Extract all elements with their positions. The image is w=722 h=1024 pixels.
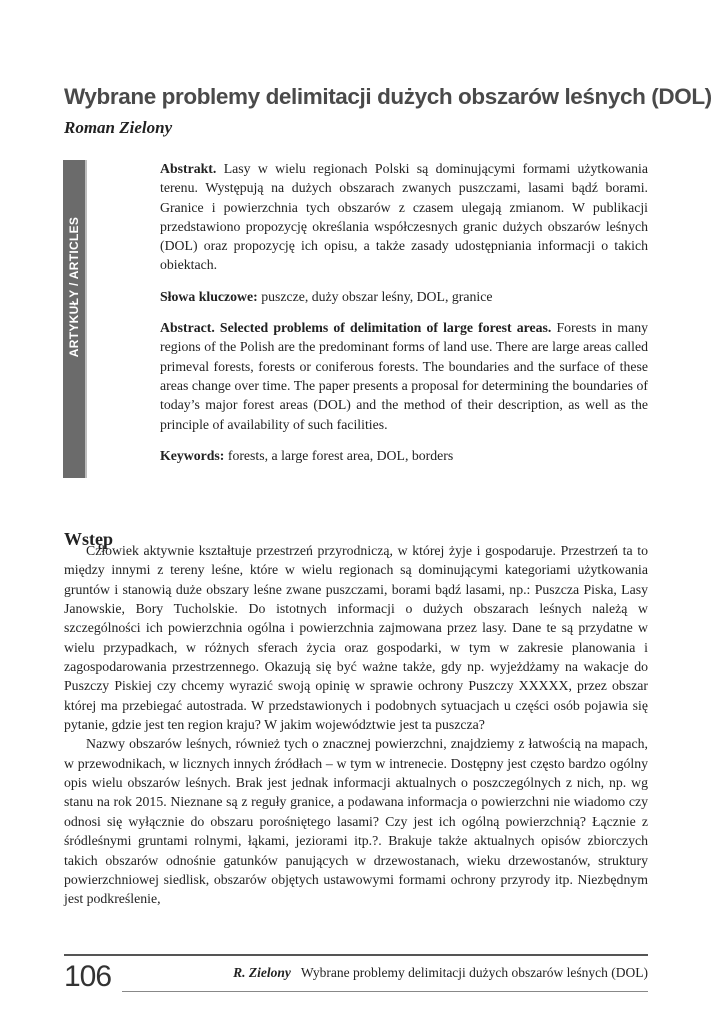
abstract-pl-label: Abstrakt. [160, 161, 217, 176]
keywords-pl-text: puszcze, duży obszar leśny, DOL, granice [261, 288, 493, 304]
section-side-label: ARTYKUŁY / ARTICLES [67, 216, 81, 358]
page-number: 106 [64, 960, 112, 993]
abstract-en-text: Forests in many regions of the Polish are the predominant forms of land use. There are large areas called primeval forests, forests or coniferous forests. The boundaries and the surface of these areas change over time. The paper presents a proposal for determining the boundaries of today’s major forest areas (DOL) and the method of their description, as well as the principle of availability of such facilities. [160, 320, 648, 432]
abstract-pl-text: Lasy w wielu regionach Polski są dominującymi formami użytkowania terenu. Występują na dużych obszarach zwanych puszczami, lasami bądź borami. Granice i powierzchnia tych obszarów z czasem ulegają zmianom. W publikacji przedstawiono propozycję określania współczesnych granic dużych obszarów leśnych (DOL) oraz propozycję ich opisu, a także zasady udostępniania informacji o takich obiektach. [160, 161, 649, 273]
footer-rule-bottom [122, 991, 648, 992]
abstract-block [160, 159, 648, 477]
body-paragraph: Człowiek aktywnie kształtuje przestrzeń przyrodniczą, w której żyje i gospodaruje. Przestrzeń ta to między innymi z tereny leśne, które w wielu regionach są dominującymi kategoriami użytkowania gruntów i stanowią duże obszary leśne zwane puszczami, borami bądź lasami, np.: Puszcza Piska, Lasy Janowskie, Bory Tucholskie. Do istotnych informacji o dużych obszarach leśnych należą w szczególności ich powierzchnia ogólna i powierzchnia zajmowana przez lasy. Dane te są przydatne w wielu przypadkach, w różnych sferach życia oraz gospodarki, w tym w zakresie planowania i zagospodarowania przestrzennego. Okazują się być ważne także, gdy np. wyjeżdżamy na wakacje do Puszczy Piskiej czy chcemy wyrazić swoją opinię w sprawie ochrony Puszczy XXXXX, przez obszar której ma przebiegać autostrada. W przedstawionych i podobnych sytuacjach u części osób pojawia się pytanie, gdzie jest ten region kraju? W jakim województwie jest ta puszcza? [64, 543, 648, 733]
keywords-en-label: Keywords: [160, 447, 225, 463]
running-head [233, 964, 648, 982]
section-heading: Wstęp [64, 528, 113, 549]
footer-rule-top [64, 954, 648, 956]
abstract-en [160, 318, 648, 434]
running-head-title: Wybrane problemy delimitacji dużych obszarów leśnych (DOL) [300, 965, 648, 980]
article-title: Wybrane problemy delimitacji dużych obszarów leśnych (DOL) [64, 84, 712, 110]
keywords-en-text: forests, a large forest area, DOL, borders [227, 447, 454, 463]
keywords-en [160, 446, 648, 465]
body-paragraph: Nazwy obszarów leśnych, również tych o znacznej powierzchni, znajdziemy z łatwością na mapach, w przewodnikach, w licznych innych źródłach – w tym w intrenecie. Dostępny jest często bardzo ogólny opis wielu obszarów leśnych. Brak jest jednak informacji aktualnych o poszczególnych z nich, np. wg stanu na rok 2015. Nieznane są z reguły granice, a podawana informacja o powierzchni nie wiadomo czy odnosi się wyłącznie do obszaru porośniętego lasami? Czy jest ich ogólną powierzchnią? Łącznie z śródleśnymi gruntami rolnymi, łąkami, jeziorami itp.?. Brakuje także aktualnych opisów zbiorczych takich obszarów odnośnie gatunków panujących w drzewostanach, wieku drzewostanów, struktury powierzchniowej siedlisk, obszarów objętych ustawowymi formami ochrony przyrody itp. Niezbędnym jest podkreślenie, [64, 736, 648, 907]
abstract-pl [160, 159, 648, 275]
body-text [64, 541, 648, 909]
article-author: Roman Zielony [64, 118, 173, 137]
keywords-pl [160, 287, 648, 306]
abstract-en-label: Abstract. Selected problems of delimitation of large forest areas. [160, 320, 552, 336]
keywords-pl-label: Słowa kluczowe: [160, 288, 258, 304]
running-head-author: R. Zielony [233, 965, 291, 980]
